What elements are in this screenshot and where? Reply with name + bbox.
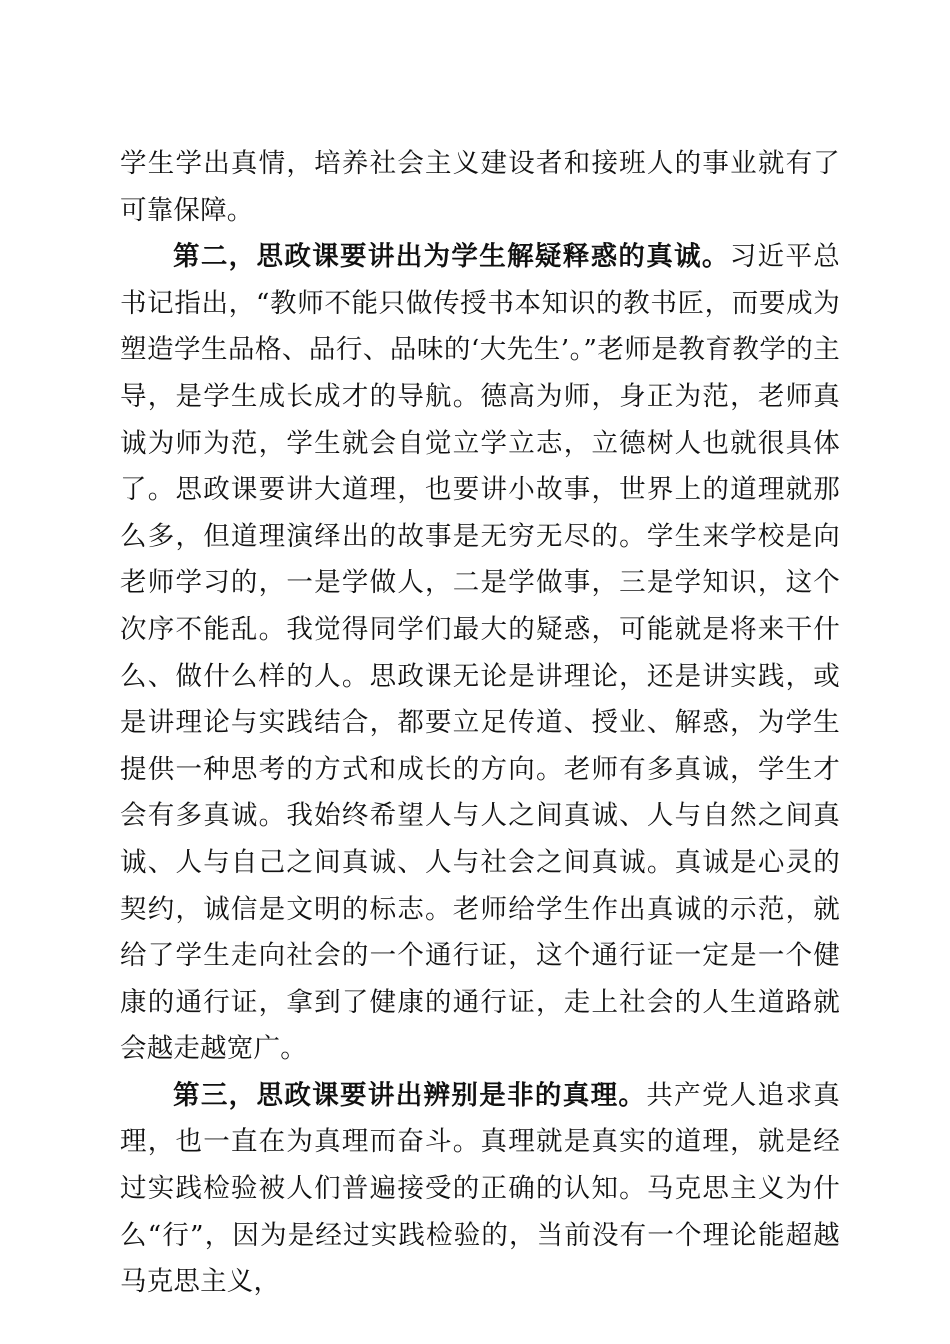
document-body [120, 141, 840, 1306]
paragraph-heading: 第二，思政课要讲出为学生解疑释惑的真诚。 [173, 241, 730, 273]
paragraph-text: 学生学出真情，培养社会主义建设者和接班人的事业就有了可靠保障。 [120, 148, 840, 226]
paragraph-text: 共产党人追求真理，也一直在为真理而奋斗。真理就是真实的道理，就是经过实践检验被人们普遍接受的正确的认知。马克思主义为什么“行”，因为是经过实践检验的，当前没有一个理论能超越马克思主义， [120, 1079, 840, 1298]
paragraph-third-point [120, 1073, 840, 1306]
paragraph-text: 习近平总书记指出，“教师不能只做传授书本知识的教书匠，而要成为塑造学生品格、品行、品味的‘大先生’。”老师是教育教学的主导，是学生成长成才的导航。德高为师，身正为范，老师真诚为师为范，学生就会自觉立学立志，立德树人也就很具体了。思政课要讲大道理，也要讲小故事，世界上的道理就那么多，但道理演绎出的故事是无穷无尽的。学生来学校是向老师学习的，一是学做人，二是学做事，三是学知识，这个次序不能乱。我觉得同学们最大的疑惑，可能就是将来干什么、做什么样的人。思政课无论是讲理论，还是讲实践，或是讲理论与实践结合，都要立足传道、授业、解惑，为学生提供一种思考的方式和成长的方向。老师有多真诚，学生才会有多真诚。我始终希望人与人之间真诚、人与自然之间真诚、人与自己之间真诚、人与社会之间真诚。真诚是心灵的契约，诚信是文明的标志。老师给学生作出真诚的示范，就给了学生走向社会的一个通行证，这个通行证一定是一个健康的通行证，拿到了健康的通行证，走上社会的人生道路就会越走越宽广。 [120, 241, 840, 1065]
paragraph-continuation [120, 141, 840, 234]
paragraph-heading: 第三，思政课要讲出辨别是非的真理。 [173, 1079, 647, 1111]
paragraph-second-point [120, 234, 840, 1073]
